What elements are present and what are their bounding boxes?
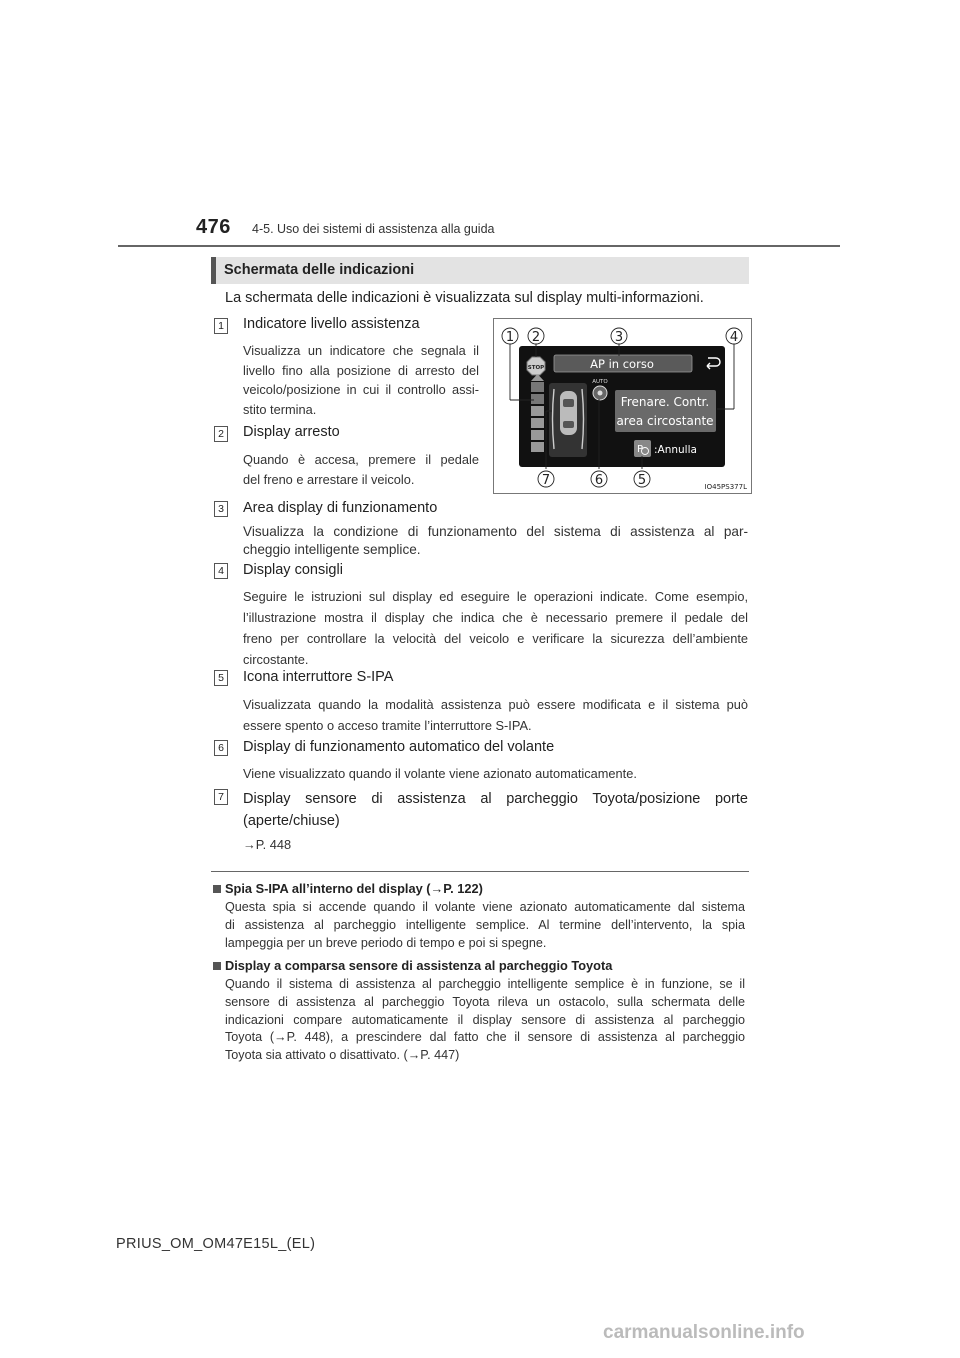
car-icon (560, 391, 577, 435)
car-rear-window (563, 421, 574, 428)
item-description: Quando è accesa, premere il pedale del freno e arrestare il veicolo. (243, 452, 479, 487)
item-description: Viene visualizzato quando il volante viene azionato automaticamente. (243, 766, 637, 781)
item-description: Visualizza la condizione di funzionamento del sistema di assistenza al par- cheggio intelligente semplice. (243, 524, 748, 557)
watermark: carmanualsonline.info (603, 1322, 805, 1343)
item-title: Display di funzionamento automatico del volante (243, 739, 555, 755)
item-title: Display consigli (243, 562, 343, 578)
note-body: Quando il sistema di assistenza al parcheggio intelligente semplice è in funzione, se il sensore di assistenza al parcheggio Toyota rileva un ostacolo, sulla schermata delle indicazioni compare automaticamente il display sensore di assistenza al parcheggio Toyota (→P. 448), a prescindere dal fatto che il sensore di assistenza al parcheggio Toyota sia attivato o disattivato. (→P. 447) (225, 977, 745, 1063)
page-number: 476 (196, 216, 231, 238)
note-body: Questa spia si accende quando il volante viene azionato automaticamente dal sistema di assistenza al parcheggio intelligente semplice. Al termine dell’intervento, la spia lampeggia per un breve periodo di tempo e poi si spegne. (225, 900, 745, 950)
item-number-badge: 5 (214, 670, 228, 686)
note-bullet-icon (213, 962, 221, 970)
stop-label: STOP (527, 365, 545, 371)
document-code: PRIUS_OM_OM47E15L_(EL) (116, 1236, 316, 1252)
display-illustration (493, 318, 752, 494)
item-number-badge: 7 (214, 789, 228, 805)
callout-number: 5 (637, 473, 647, 488)
level-indicator-segment (531, 418, 544, 428)
section-heading (211, 257, 749, 284)
page-reference: →P. 448 (243, 837, 292, 852)
level-indicator-segment (531, 406, 544, 416)
item-description: Visualizza un indicatore che segnala il livello fino alla posizione di arresto del veicolo/posizione in cui il controllo assi- stito termina. (243, 343, 479, 417)
section-heading-tab (211, 257, 216, 284)
item-description: Seguire le istruzioni sul display ed eseguire le operazioni indicate. Come esempio, l’illustrazione mostra il display che indica che è necessario premere il pedale del freno per controllare la velocità del veicolo e verificare la sicurezza dell’ambiente circostante. (243, 589, 748, 667)
level-indicator-segment (531, 430, 544, 440)
notes-separator (211, 871, 749, 872)
item-number-badge: 1 (214, 318, 228, 334)
advice-line: area circostante (616, 414, 714, 428)
callout-number: 7 (541, 473, 551, 488)
level-indicator-segment (531, 442, 544, 452)
item-description: Visualizzata quando la modalità assistenza può essere modificata e il sistema può essere spento o acceso tramite l’interruttore S-IPA. (243, 697, 748, 733)
cancel-label: :Annulla (654, 444, 697, 456)
item-number-badge: 3 (214, 501, 228, 517)
figure-code: IO45PS377L (704, 483, 747, 491)
auto-label: AUTO (592, 379, 608, 385)
s-ipa-p-label: P (636, 444, 644, 455)
note-bullet-icon (213, 885, 221, 893)
level-indicator-segment (531, 394, 544, 404)
callout-number: 6 (594, 473, 604, 488)
section-title: Schermata delle indicazioni (224, 262, 415, 278)
car-windshield (563, 399, 574, 407)
note-title: Display a comparsa sensore di assistenza al parcheggio Toyota (225, 958, 613, 973)
item-number-badge: 4 (214, 563, 228, 579)
item-number-badge: 2 (214, 426, 228, 442)
item-title: Indicatore livello assistenza (243, 316, 420, 332)
advice-line: Frenare. Contr. (620, 395, 710, 409)
item-title: Display arresto (243, 424, 340, 440)
note-title: Spia S-IPA all’interno del display (→P. 122) (225, 881, 483, 896)
item-number-badge: 6 (214, 740, 228, 756)
item-title: Display sensore di assistenza al parcheggio Toyota/posizione porte (aperte/chiuse) (243, 791, 748, 829)
header-rule (118, 245, 840, 247)
chapter-title: 4-5. Uso dei sistemi di assistenza alla guida (252, 222, 495, 236)
display-illustration-svg (494, 319, 751, 493)
steering-wheel-hub (598, 391, 603, 396)
callout-number: 3 (614, 330, 624, 345)
item-title: Area display di funzionamento (243, 500, 438, 516)
callout-number: 2 (531, 330, 541, 345)
level-indicator-segment (531, 382, 544, 392)
callout-number: 4 (729, 330, 739, 345)
callout-number: 1 (505, 330, 515, 345)
item-title: Icona interruttore S-IPA (243, 669, 394, 685)
section-intro: La schermata delle indicazioni è visualizzata sul display multi-informazioni. (225, 290, 704, 306)
status-text: AP in corso (590, 357, 654, 371)
